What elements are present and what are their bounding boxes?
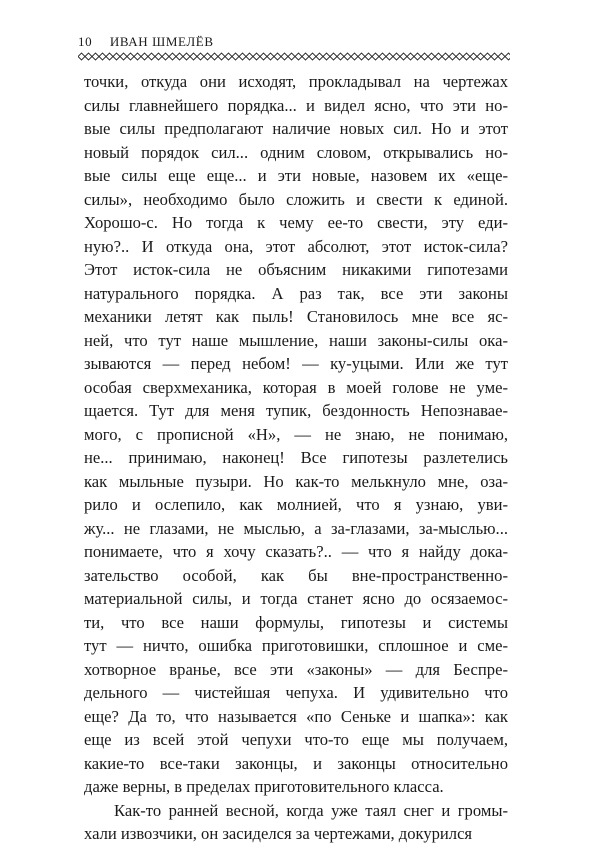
text-line: ную?.. И откуда она, этот абсолют, этот исток-сила? (84, 236, 508, 256)
text-line: силы», необходимо было сложить и свести к единой. (84, 189, 508, 209)
text-line: вые силы еще еще... и эти новые, назовем их «еще- (84, 166, 508, 185)
text-line: рило и ослепило, как молнией, что я узнаю, уви- (84, 495, 508, 514)
running-header (78, 34, 508, 50)
text-line: еще? Да то, что называется «по Сеньке и шапка»: как (84, 706, 508, 726)
text-line: новый порядок сил... одним словом, открывались но- (84, 142, 508, 162)
text-line: механики летят как пыль! Становилось мне все яс- (84, 307, 508, 326)
text-line: ней, что тут наше мышление, наши законы-силы ока- (84, 330, 508, 350)
text-line: как мыльные пузыри. Но как-то мелькнуло мне, оза- (84, 471, 508, 491)
text-line: Как-то ранней весной, когда уже таял снег и громы- (114, 800, 508, 820)
text-line: точки, откуда они исходят, прокладывал на чертежах (84, 72, 508, 91)
running-title: ИВАН ШМЕЛЁВ (109, 34, 214, 49)
text-line: натурального порядка. А раз так, все эти законы (84, 283, 508, 303)
text-line: материальной силы, и тогда станет ясно до осязаемос- (84, 589, 508, 608)
body-text (84, 70, 508, 846)
text-line: ти, что все наши формулы, гипотезы и системы (84, 612, 508, 632)
text-line: понимаете, что я хочу сказать?.. — что я найду дока- (84, 542, 508, 561)
text-line: зываются — перед небом! — ку-уцыми. Или же тут (84, 354, 508, 373)
text-line: вые силы предполагают наличие новых сил. Но и этот (84, 119, 508, 138)
text-line: силы главнейшего порядка... и видел ясно, что эти но- (84, 95, 508, 115)
text-line: Этот исток-сила не объясним никакими гипотезами (84, 260, 508, 279)
text-line: дельного — чистейшая чепуха. И удивительно что (84, 683, 508, 702)
text-line: хотворное вранье, все эти «законы» — для Беспре- (84, 659, 508, 679)
text-line: Хорошо-с. Но тогда к чему ее-то свести, эту еди- (84, 213, 508, 232)
text-line: какие-то все-таки законцы, и законцы относительно (84, 753, 508, 773)
text-line: щается. Тут для меня тупик, бездонность Непознавае- (84, 401, 508, 420)
text-line: не... принимаю, наконец! Все гипотезы разлетелись (84, 448, 508, 467)
page-number: 10 (78, 34, 93, 49)
text-line: хали извозчики, он засиделся за чертежами, докурился (84, 824, 473, 843)
header-ornament-rule (78, 52, 510, 61)
text-line: даже верны, в пределах приготовительного класса. (84, 777, 444, 796)
text-line: еще из всей этой чепухи что-то еще мы получаем, (84, 730, 508, 749)
text-line: мого, с прописной «Н», — не знаю, не понимаю, (84, 424, 508, 444)
text-line: зательство особой, как бы вне-пространственно- (84, 565, 508, 585)
text-line: особая сверхмеханика, которая в моей голове не уме- (84, 377, 508, 397)
text-line: тут — ничто, ошибка приготовишки, сплошное и сме- (84, 636, 508, 655)
text-line: жу... не глазами, не мыслью, а за-глазами, за-мыслью... (84, 518, 508, 538)
